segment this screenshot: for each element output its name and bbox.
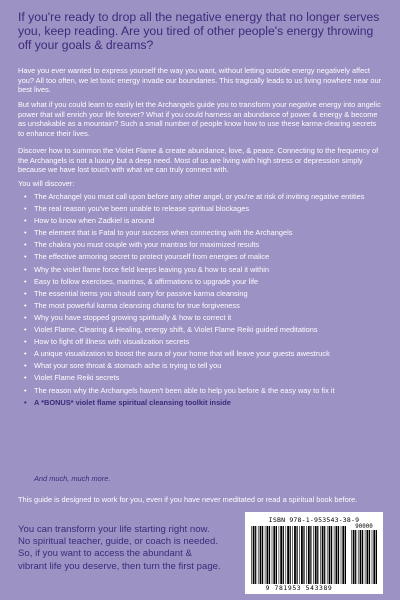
list-item: • A unique visualization to boost the aura of your home that will leave your guests awestruck: [24, 349, 372, 359]
list-item: • The reason why the Archangels haven't been able to help you before & the easy way to fix it: [24, 386, 372, 396]
discover-heading: You will discover:: [18, 179, 75, 188]
archangels-paragraph: But what if you could learn to easily let the Archangels guide you to transform your negative energy into angelic power that will enrich your life forever? What if you could harness an abundance of power & energy & become as unshakable as a mountain? Such a small number of people know how to use these karma-clearing secrets to enhance their lives.: [18, 100, 381, 138]
list-item: • Why the violet flame force field keeps leaving you & how to seal it within: [24, 265, 372, 275]
list-item: • What your sore throat & stomach ache is trying to tell you: [24, 361, 372, 371]
bonus-list-item: • A *BONUS* violet flame spiritual cleansing toolkit inside: [24, 398, 372, 408]
list-item: • Why you have stopped growing spiritually & how to correct it: [24, 313, 372, 323]
list-item: • Violet Flame Reiki secrets: [24, 373, 372, 383]
headline: If you're ready to drop all the negative energy that no longer serves you, keep reading. Are you tired of other people's energy throwing off your goals & dreams?: [18, 10, 380, 52]
addon-barcode: [351, 530, 377, 584]
ean-number: 9 781953 543389: [265, 584, 333, 592]
list-item: • The effective armoring secret to protect yourself from energies of malice: [24, 252, 372, 262]
intro-paragraph: Have you ever wanted to express yourself the way you want, without letting outside energy negatively affect you? All too often, we let toxic energy invade our boundaries. This tragically leads to us living nowhere near our best lives.: [18, 66, 382, 95]
isbn-text: ISBN 978-1-953543-38-9: [268, 516, 360, 524]
list-item: • The most powerful karma cleansing chants for true forgiveness: [24, 301, 372, 311]
barcode-box: [245, 512, 383, 594]
list-item: • The real reason you've been unable to release spiritual blockages: [24, 204, 372, 214]
benefits-list: [24, 192, 372, 410]
designed-for-you-paragraph: This guide is designed to work for you, even if you have never meditated or read a spiritual book before.: [18, 495, 358, 504]
list-item: • The Archangel you must call upon before any other angel, or you're at risk of inviting negative entities: [24, 192, 372, 202]
list-item: • The element that is Fatal to your success when connecting with the Archangels: [24, 228, 372, 238]
ean-barcode: [251, 526, 347, 584]
list-item: • The chakra you must couple with your mantras for maximized results: [24, 240, 372, 250]
list-item: • How to fight off illness with visualization secrets: [24, 337, 372, 347]
much-more-text: And much, much more.: [34, 474, 111, 483]
violet-flame-paragraph: Discover how to summon the Violet Flame & create abundance, love, & peace. Connecting to the frequency of the Archangels is not a luxury but a deep need. Most of us are living with high stress or depression simply because we have lost touch with what we can truly connect with.: [18, 146, 379, 175]
list-item: • How to know when Zadkiel is around: [24, 216, 372, 226]
list-item: • Easy to follow exercises, mantras, & affirmations to upgrade your life: [24, 277, 372, 287]
list-item: • The essential items you should carry for passive karma cleansing: [24, 289, 372, 299]
addon-number: 90000: [355, 524, 373, 530]
list-item: • Violet Flame, Clearing & Healing, energy shift, & Violet Flame Reiki guided meditations: [24, 325, 372, 335]
closing-text: You can transform your life starting right now. No spiritual teacher, guide, or coach is needed. So, if you want to access the abundant & vibrant life you deserve, then turn the first page.: [18, 524, 221, 572]
